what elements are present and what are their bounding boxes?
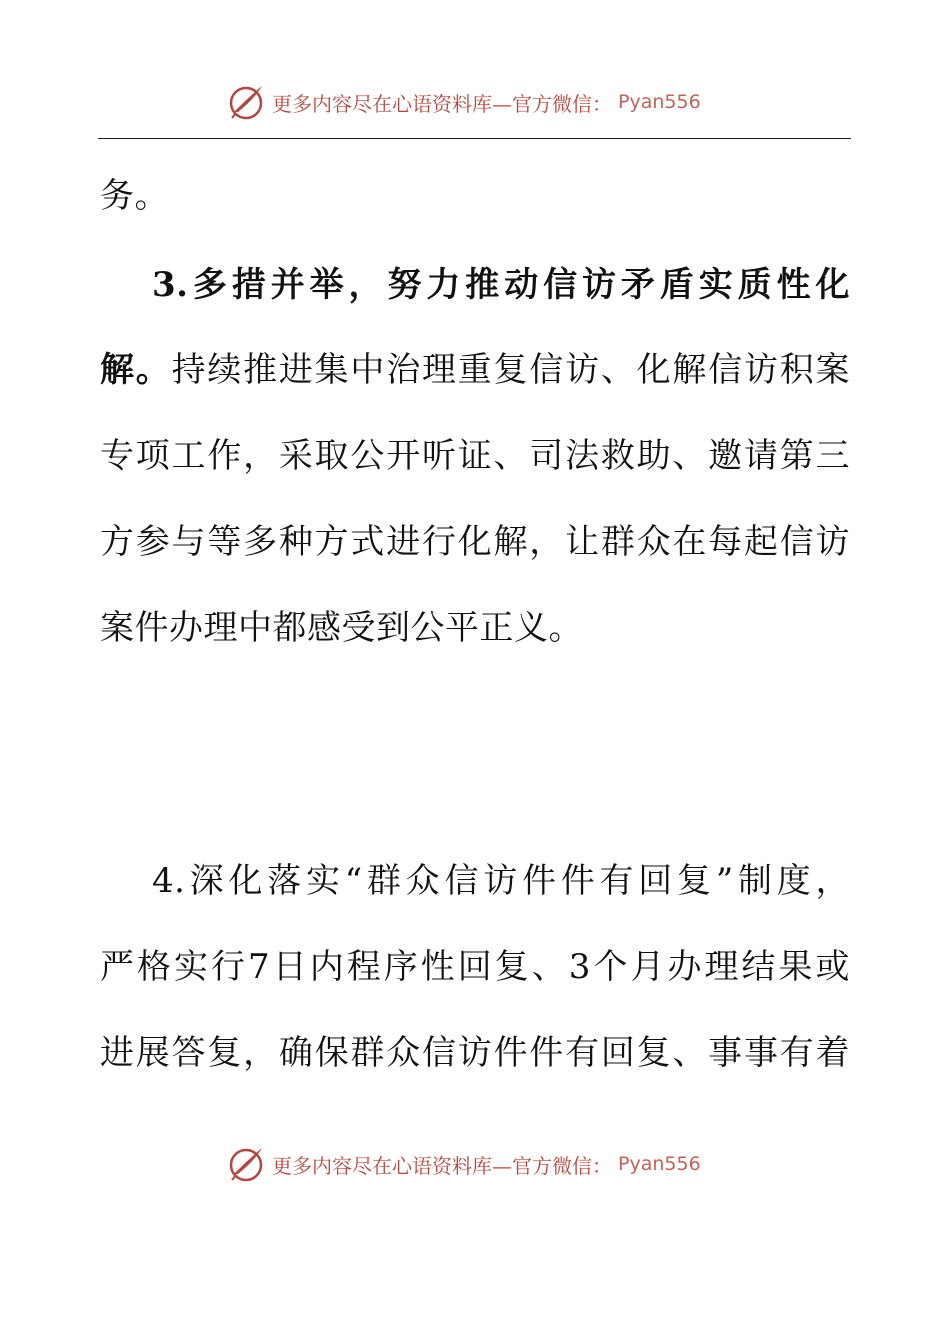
paragraph-4-line-3: 进展答复，确保群众信访件件有回复、事事有着 bbox=[100, 1033, 850, 1073]
body-line-5: 方参与等多种方式进行化解，让群众在每起信访 bbox=[100, 522, 850, 562]
watermark-text: 更多内容尽在心语资料库—官方微信： bbox=[272, 1153, 612, 1178]
header-watermark bbox=[226, 80, 701, 124]
body-line-1: 务。 bbox=[100, 176, 169, 216]
quill-logo-icon bbox=[226, 82, 266, 122]
body-line-6: 案件办理中都感受到公平正义。 bbox=[100, 608, 583, 648]
body-line-4: 专项工作，采取公开听证、司法救助、邀请第三 bbox=[100, 436, 850, 476]
quill-logo-icon bbox=[226, 1144, 266, 1184]
watermark-wechat-id: Pyan556 bbox=[618, 1153, 701, 1175]
paragraph-4-line-2: 严格实行7日内程序性回复、3个月办理结果或 bbox=[100, 947, 850, 987]
paragraph-4-line-1: 4.深化落实“群众信访件件有回复”制度， bbox=[152, 861, 850, 901]
body-line-3-text: 持续推进集中治理重复信访、化解信访积案 bbox=[171, 350, 851, 390]
header-divider bbox=[98, 138, 851, 139]
watermark-wechat-id: Pyan556 bbox=[618, 91, 701, 113]
section-heading-3: 3.多措并举，努力推动信访矛盾实质性化 bbox=[152, 265, 850, 305]
heading-3-continuation: 解。 bbox=[100, 350, 172, 390]
footer-watermark bbox=[226, 1142, 701, 1186]
body-line-3 bbox=[100, 348, 850, 392]
watermark-text: 更多内容尽在心语资料库—官方微信： bbox=[272, 91, 612, 116]
